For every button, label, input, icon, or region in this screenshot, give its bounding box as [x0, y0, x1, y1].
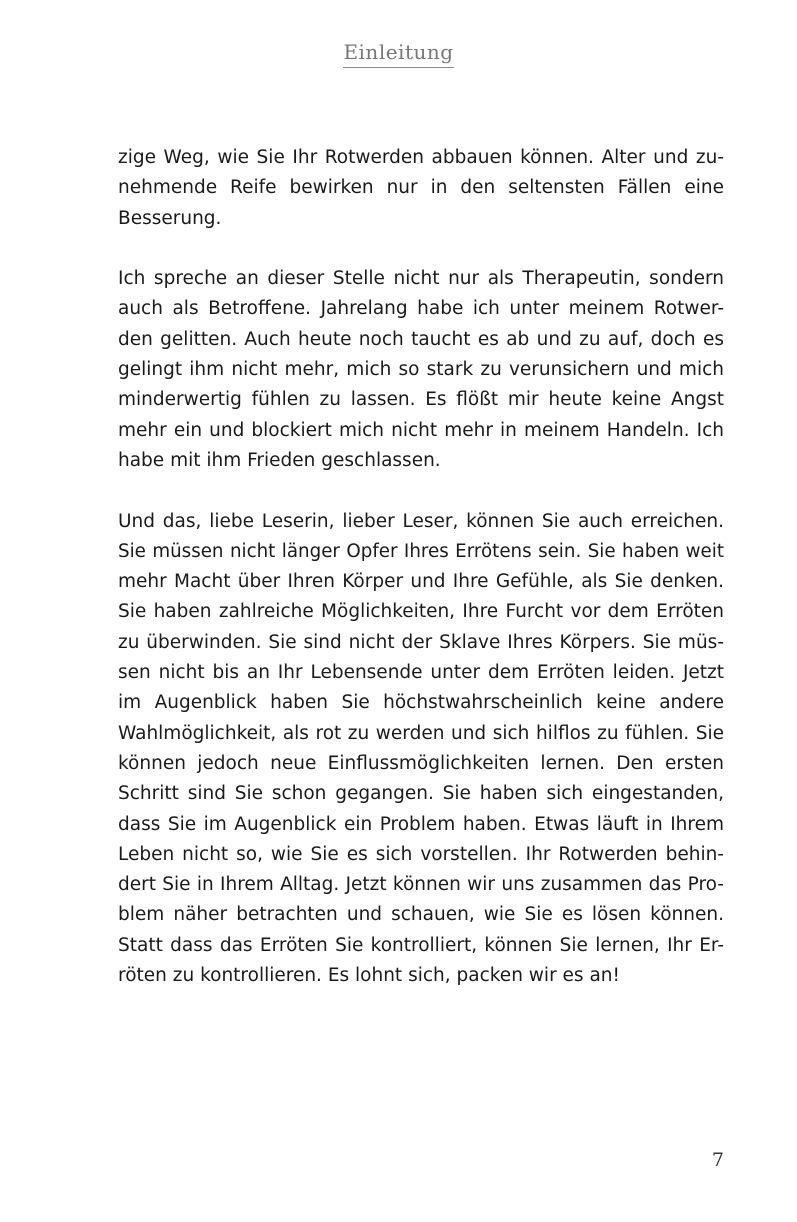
text-line: mehr Macht über Ihren Körper und Ihre Gefühle, als Sie denken.	[118, 571, 724, 593]
text-line: Statt dass das Erröten Sie kontrolliert, können Sie lernen, Ihr Er-	[118, 934, 724, 956]
text-line: Und das, liebe Leserin, lieber Leser, können Sie auch erreichen.	[118, 510, 724, 532]
text-line: Besserung.	[118, 207, 222, 229]
text-line: Leben nicht so, wie Sie es sich vorstellen. Ihr Rotwerden behin-	[118, 843, 724, 865]
text-line: röten zu kontrollieren. Es lohnt sich, packen wir es an!	[118, 965, 620, 987]
text-line: im Augenblick haben Sie höchstwahrscheinlich keine andere	[118, 692, 724, 714]
body-text	[118, 143, 724, 991]
text-line: Wahlmöglichkeit, als rot zu werden und sich hilflos zu fühlen. Sie	[118, 722, 724, 744]
text-line: Sie müssen nicht länger Opfer Ihres Errötens sein. Sie haben weit	[118, 540, 724, 562]
paragraph	[118, 143, 724, 234]
text-line: blem näher betrachten und schauen, wie Sie es lösen können.	[118, 904, 724, 926]
text-line: auch als Betroffene. Jahrelang habe ich unter meinem Rotwer-	[118, 298, 724, 320]
text-line: Sie haben zahlreiche Möglichkeiten, Ihre Furcht vor dem Erröten	[118, 601, 724, 623]
text-line: dert Sie in Ihrem Alltag. Jetzt können wir uns zusammen das Pro-	[118, 874, 724, 896]
text-line: habe mit ihm Frieden geschlassen.	[118, 449, 441, 471]
text-line: Ich spreche an dieser Stelle nicht nur als Therapeutin, sondern	[118, 268, 724, 290]
text-line: mehr ein und blockiert mich nicht mehr in meinem Handeln. Ich	[118, 419, 724, 441]
text-line: dass Sie im Augenblick ein Problem haben. Etwas läuft in Ihrem	[118, 813, 724, 835]
text-line: minderwertig fühlen zu lassen. Es flößt mir heute keine Angst	[118, 389, 724, 411]
paragraph	[118, 507, 724, 992]
text-line: zu überwinden. Sie sind nicht der Sklave Ihres Körpers. Sie müs-	[118, 631, 724, 653]
text-line: Schritt sind Sie schon gegangen. Sie haben sich eingestanden,	[118, 783, 724, 805]
text-line: gelingt ihm nicht mehr, mich so stark zu verunsichern und mich	[118, 359, 724, 381]
text-line: zige Weg, wie Sie Ihr Rotwerden abbauen können. Alter und zu-	[118, 147, 724, 168]
text-line: können jedoch neue Einflussmöglichkeiten lernen. Den ersten	[118, 752, 724, 774]
text-line: den gelitten. Auch heute noch taucht es ab und zu auf, doch es	[118, 328, 724, 350]
text-line: nehmende Reife bewirken nur in den seltensten Fällen eine	[118, 177, 724, 199]
chapter-title: Einleitung	[343, 40, 453, 68]
running-header	[0, 40, 797, 68]
page-number: 7	[711, 1149, 724, 1171]
text-line: sen nicht bis an Ihr Lebensende unter dem Erröten leiden. Jetzt	[118, 662, 724, 684]
paragraph	[118, 264, 724, 476]
